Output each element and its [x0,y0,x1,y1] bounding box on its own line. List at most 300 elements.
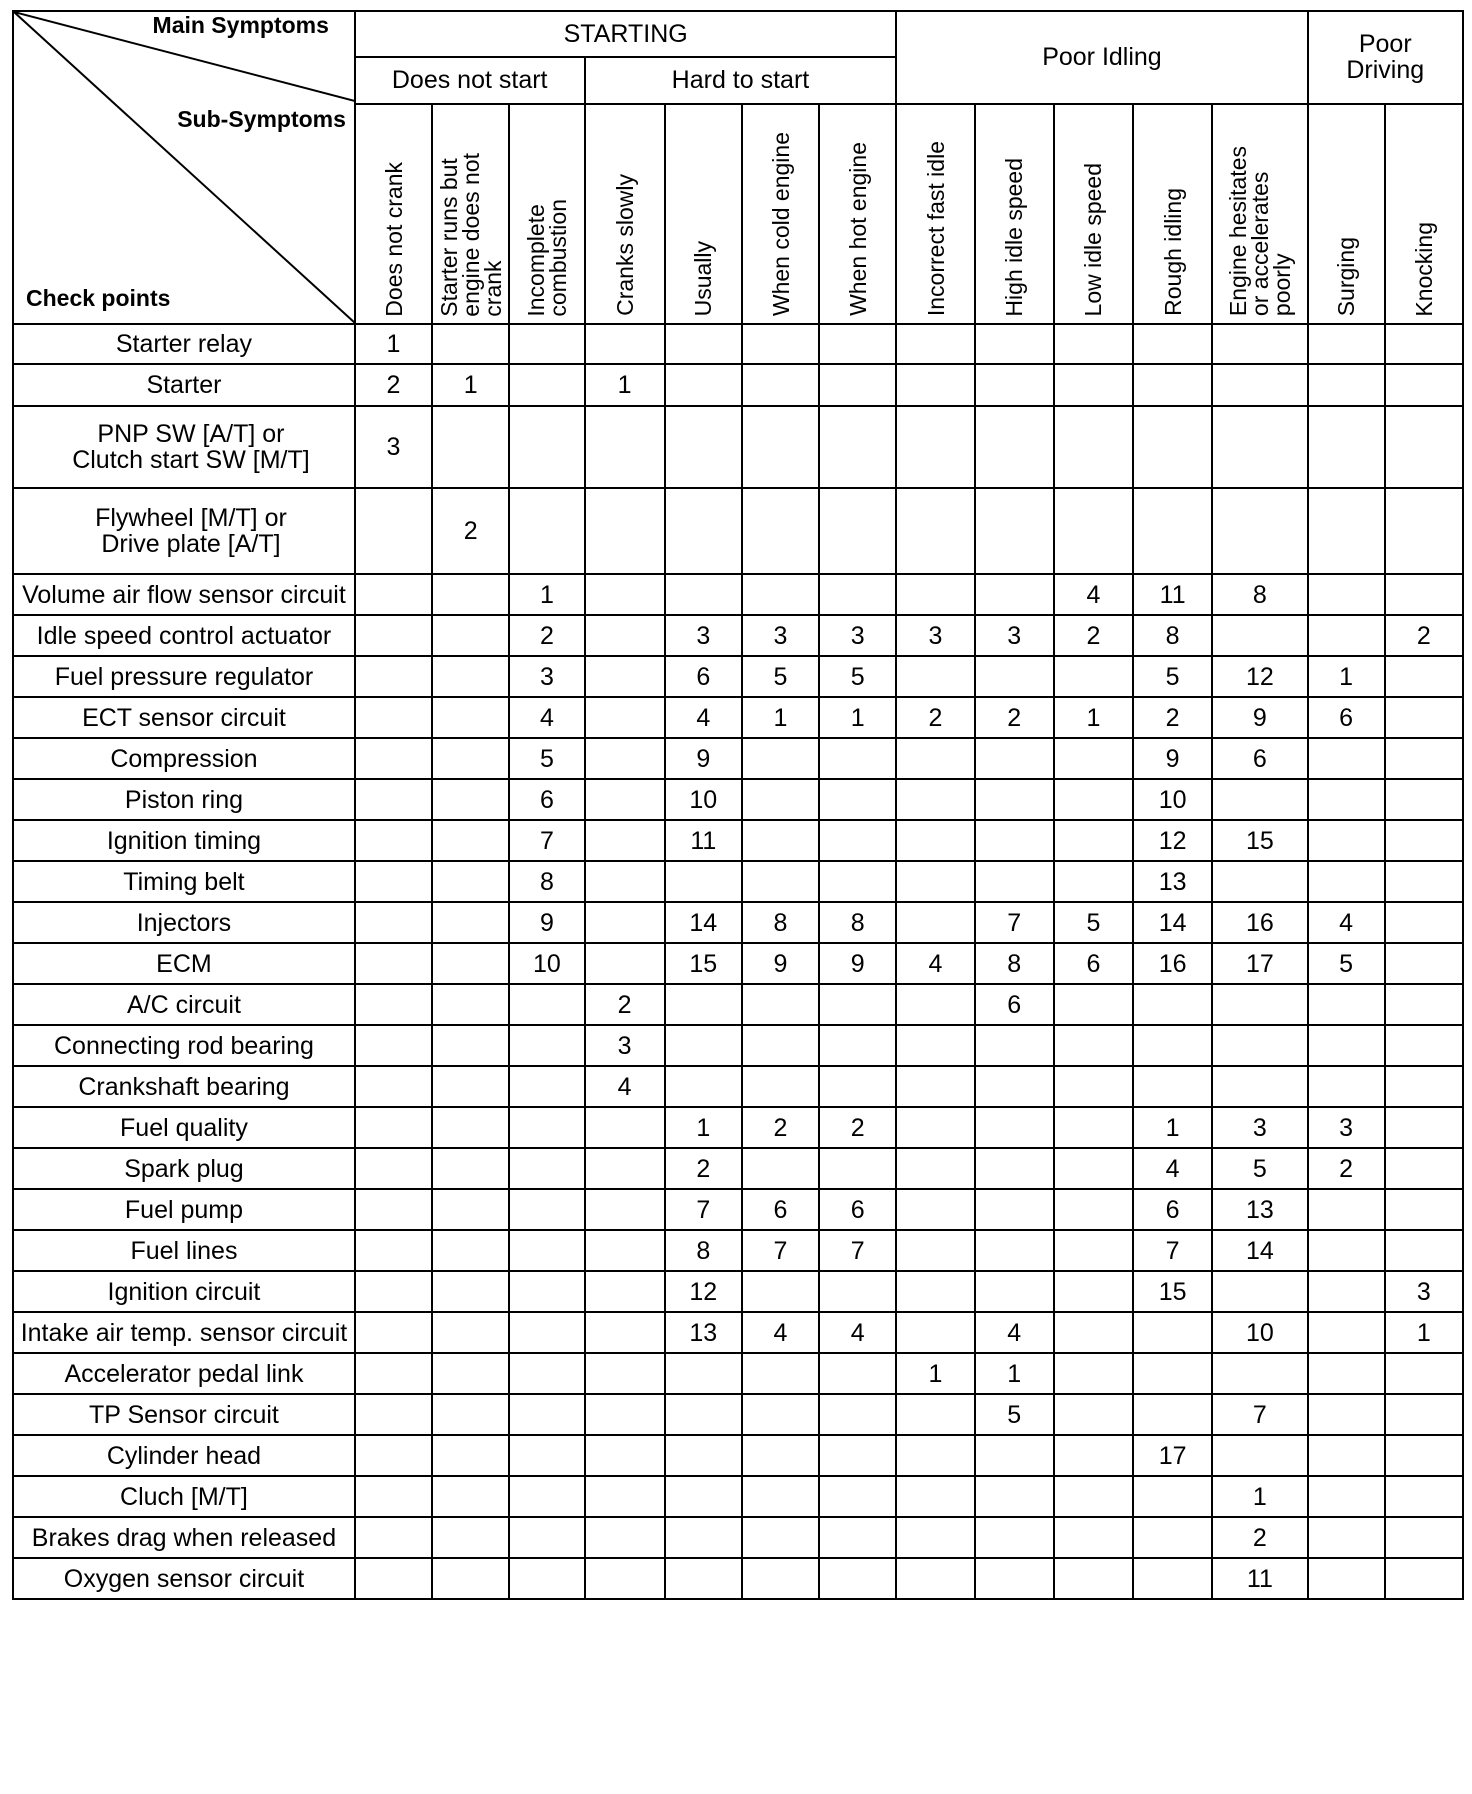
priority-cell [1308,324,1385,364]
table-row [13,1107,1463,1148]
sub-symptom-label: When hot engine [844,142,871,317]
priority-cell: 12 [665,1271,742,1312]
priority-cell: 7 [1133,1230,1212,1271]
priority-cell [585,738,665,779]
priority-cell [742,738,819,779]
priority-cell [585,1312,665,1353]
priority-cell [509,1558,584,1599]
sub-symptoms-label: Sub-Symptoms [177,106,346,132]
priority-cell [819,364,896,406]
priority-cell [1385,364,1463,406]
priority-cell [1054,1394,1133,1435]
priority-cell [896,1435,974,1476]
table-row [13,1517,1463,1558]
starting-header: STARTING [355,11,897,57]
priority-cell: 14 [1212,1230,1307,1271]
priority-cell [1385,1476,1463,1517]
priority-cell [1054,488,1133,574]
priority-cell [1133,1066,1212,1107]
priority-cell: 11 [1133,574,1212,615]
priority-cell [1308,1394,1385,1435]
priority-cell [355,1476,432,1517]
priority-cell [355,943,432,984]
priority-cell [1054,406,1133,488]
priority-cell: 13 [1212,1189,1307,1230]
priority-cell [509,488,584,574]
priority-cell: 7 [975,902,1054,943]
priority-cell [1308,1189,1385,1230]
priority-cell [355,820,432,861]
does-not-start-header: Does not start [355,57,585,103]
priority-cell: 4 [665,697,742,738]
priority-cell: 1 [665,1107,742,1148]
priority-cell [1212,1271,1307,1312]
priority-cell [1054,861,1133,902]
table-row [13,406,1463,488]
priority-cell: 1 [509,574,584,615]
priority-cell: 10 [665,779,742,820]
priority-cell [1212,1025,1307,1066]
priority-cell: 1 [975,1353,1054,1394]
check-points-label: Check points [26,285,171,311]
priority-cell [665,861,742,902]
priority-cell: 9 [742,943,819,984]
priority-cell [1308,1066,1385,1107]
priority-cell [509,1189,584,1230]
priority-cell [665,1025,742,1066]
priority-cell: 9 [1133,738,1212,779]
priority-cell [1054,324,1133,364]
priority-cell [432,1271,509,1312]
priority-cell [819,1025,896,1066]
hard-to-start-header: Hard to start [585,57,897,103]
priority-cell [975,1517,1054,1558]
table-row [13,697,1463,738]
sub-symptom-header [355,104,432,324]
priority-cell [1212,779,1307,820]
priority-cell [585,779,665,820]
priority-cell [1308,738,1385,779]
priority-cell: 4 [1054,574,1133,615]
priority-cell: 2 [509,615,584,656]
priority-cell [432,943,509,984]
priority-cell: 5 [1308,943,1385,984]
priority-cell: 2 [585,984,665,1025]
priority-cell [1133,488,1212,574]
check-point-label: Oxygen sensor circuit [13,1558,355,1599]
priority-cell: 4 [742,1312,819,1353]
priority-cell: 4 [896,943,974,984]
priority-cell [819,984,896,1025]
priority-cell [665,324,742,364]
priority-cell [819,820,896,861]
priority-cell: 1 [585,364,665,406]
priority-cell: 16 [1212,902,1307,943]
check-point-label: Ignition circuit [13,1271,355,1312]
check-point-label: Brakes drag when released [13,1517,355,1558]
priority-cell: 3 [975,615,1054,656]
table-row [13,1230,1463,1271]
priority-cell: 8 [1212,574,1307,615]
priority-cell [509,1517,584,1558]
priority-cell: 4 [509,697,584,738]
priority-cell [432,406,509,488]
priority-cell [355,1148,432,1189]
sub-symptom-label: High idle speed [1001,157,1028,317]
priority-cell [432,1435,509,1476]
priority-cell [585,820,665,861]
priority-cell: 6 [1308,697,1385,738]
priority-cell [1054,1476,1133,1517]
priority-cell: 1 [1308,656,1385,697]
priority-cell [1054,1189,1133,1230]
priority-cell [1133,1517,1212,1558]
priority-cell [1133,1353,1212,1394]
priority-cell [975,574,1054,615]
priority-cell [1308,615,1385,656]
sub-symptom-label: Rough idling [1159,188,1186,317]
priority-cell [975,1435,1054,1476]
priority-cell [896,1066,974,1107]
priority-cell [665,1353,742,1394]
priority-cell [896,656,974,697]
priority-cell [1212,324,1307,364]
priority-cell [355,861,432,902]
priority-cell [432,1189,509,1230]
priority-cell [975,406,1054,488]
sub-symptom-label: Usually [690,240,717,317]
priority-cell: 2 [1212,1517,1307,1558]
priority-cell [1054,1558,1133,1599]
priority-cell [819,324,896,364]
priority-cell [819,779,896,820]
table-row [13,943,1463,984]
priority-cell [585,1230,665,1271]
priority-cell [975,324,1054,364]
check-point-label: Intake air temp. sensor circuit [13,1312,355,1353]
priority-cell [355,615,432,656]
check-point-label: Connecting rod bearing [13,1025,355,1066]
priority-cell: 1 [1054,697,1133,738]
table-row [13,1271,1463,1312]
priority-cell: 1 [355,324,432,364]
priority-cell [742,984,819,1025]
priority-cell [1133,1025,1212,1066]
priority-cell: 4 [975,1312,1054,1353]
priority-cell [819,1353,896,1394]
priority-cell: 1 [819,697,896,738]
table-row [13,1435,1463,1476]
priority-cell [665,488,742,574]
priority-cell [665,984,742,1025]
priority-cell: 3 [1308,1107,1385,1148]
priority-cell [432,820,509,861]
priority-cell: 10 [1133,779,1212,820]
priority-cell [975,1230,1054,1271]
priority-cell [1054,738,1133,779]
priority-cell: 15 [1212,820,1307,861]
priority-cell [896,1189,974,1230]
priority-cell [432,1394,509,1435]
priority-cell [585,861,665,902]
check-point-label: Crankshaft bearing [13,1066,355,1107]
priority-cell [1212,1353,1307,1394]
priority-cell [355,1025,432,1066]
priority-cell [975,364,1054,406]
priority-cell [819,1148,896,1189]
check-point-label: A/C circuit [13,984,355,1025]
priority-cell: 6 [1054,943,1133,984]
priority-cell [585,902,665,943]
priority-cell [1054,1230,1133,1271]
priority-cell: 5 [1212,1148,1307,1189]
priority-cell: 1 [896,1353,974,1394]
priority-cell [896,1394,974,1435]
check-point-label: Accelerator pedal link [13,1353,355,1394]
priority-cell: 3 [819,615,896,656]
priority-cell [1385,656,1463,697]
priority-cell [819,1394,896,1435]
sub-symptom-header [509,104,584,324]
priority-cell [355,1189,432,1230]
priority-cell [896,324,974,364]
table-row [13,488,1463,574]
priority-cell [1308,574,1385,615]
priority-cell: 3 [1385,1271,1463,1312]
priority-cell: 10 [509,943,584,984]
priority-cell [355,984,432,1025]
priority-cell [742,820,819,861]
priority-cell [819,574,896,615]
priority-cell: 8 [509,861,584,902]
priority-cell [432,1107,509,1148]
check-point-label: PNP SW [A/T] or Clutch start SW [M/T] [13,406,355,488]
table-corner [13,11,355,324]
priority-cell [665,364,742,406]
sub-symptom-header [1133,104,1212,324]
priority-cell [975,1107,1054,1148]
sub-symptom-label: Knocking [1410,221,1437,317]
check-point-label: Fuel pressure regulator [13,656,355,697]
priority-cell [1308,984,1385,1025]
priority-cell [1385,406,1463,488]
priority-cell [742,1271,819,1312]
priority-cell [742,861,819,902]
priority-cell [1054,1312,1133,1353]
priority-cell: 7 [742,1230,819,1271]
priority-cell [355,488,432,574]
priority-cell [975,738,1054,779]
priority-cell: 5 [509,738,584,779]
troubleshooting-chart [12,10,1464,1600]
priority-cell: 15 [1133,1271,1212,1312]
priority-cell [509,1394,584,1435]
priority-cell [432,779,509,820]
priority-cell [1054,364,1133,406]
priority-cell [896,1107,974,1148]
priority-cell [355,1394,432,1435]
sub-symptom-label: Starter runs but engine does not crank [435,152,506,317]
priority-cell [1054,984,1133,1025]
priority-cell [585,1353,665,1394]
priority-cell [509,406,584,488]
priority-cell [1385,1189,1463,1230]
priority-cell [585,488,665,574]
priority-cell: 4 [819,1312,896,1353]
table-row [13,1312,1463,1353]
priority-cell: 3 [1212,1107,1307,1148]
priority-cell [1308,820,1385,861]
priority-cell [355,1517,432,1558]
check-point-label: Fuel quality [13,1107,355,1148]
priority-cell [742,1025,819,1066]
priority-cell [509,324,584,364]
priority-cell [1212,364,1307,406]
priority-cell: 1 [1133,1107,1212,1148]
priority-cell [432,656,509,697]
priority-cell [665,574,742,615]
priority-cell [1385,1025,1463,1066]
priority-cell [896,779,974,820]
sub-symptom-header [585,104,665,324]
priority-cell [432,1025,509,1066]
sub-symptom-label: Low idle speed [1080,162,1107,317]
priority-cell: 3 [355,406,432,488]
priority-cell [742,364,819,406]
priority-cell [975,1558,1054,1599]
priority-cell [1385,324,1463,364]
priority-cell: 4 [585,1066,665,1107]
check-point-label: Starter [13,364,355,406]
table-row [13,1558,1463,1599]
table-row [13,574,1463,615]
check-point-label: ECT sensor circuit [13,697,355,738]
priority-cell [1385,902,1463,943]
table-row [13,656,1463,697]
priority-cell [896,1271,974,1312]
priority-cell [585,615,665,656]
priority-cell [355,1271,432,1312]
priority-cell: 2 [1385,615,1463,656]
priority-cell [1308,364,1385,406]
priority-cell [1308,1025,1385,1066]
poor-idling-header: Poor Idling [896,11,1307,104]
priority-cell [1385,861,1463,902]
priority-cell [1308,1271,1385,1312]
check-point-label: Cylinder head [13,1435,355,1476]
priority-cell [896,902,974,943]
priority-cell [1133,984,1212,1025]
priority-cell [665,1558,742,1599]
priority-cell [1212,984,1307,1025]
priority-cell [665,1394,742,1435]
priority-cell: 14 [1133,902,1212,943]
priority-cell [509,1312,584,1353]
priority-cell: 6 [1133,1189,1212,1230]
priority-cell [1054,1353,1133,1394]
priority-cell [1054,656,1133,697]
priority-cell [509,1107,584,1148]
priority-cell [432,1353,509,1394]
priority-cell: 9 [819,943,896,984]
check-point-label: Spark plug [13,1148,355,1189]
priority-cell: 2 [742,1107,819,1148]
priority-cell [432,1066,509,1107]
priority-cell: 9 [509,902,584,943]
priority-cell: 8 [1133,615,1212,656]
table-row [13,324,1463,364]
sub-symptom-header [1385,104,1463,324]
priority-cell [1308,1312,1385,1353]
priority-cell: 17 [1133,1435,1212,1476]
sub-symptom-header [742,104,819,324]
priority-cell [896,820,974,861]
priority-cell [432,1558,509,1599]
check-point-label: Idle speed control actuator [13,615,355,656]
sub-symptom-header [432,104,509,324]
check-point-label: Injectors [13,902,355,943]
priority-cell [1054,1271,1133,1312]
priority-cell [355,656,432,697]
priority-cell [975,861,1054,902]
priority-cell [975,1189,1054,1230]
table-row [13,364,1463,406]
priority-cell [585,1476,665,1517]
priority-cell: 10 [1212,1312,1307,1353]
priority-cell: 3 [509,656,584,697]
priority-cell [819,861,896,902]
priority-cell [1385,1148,1463,1189]
priority-cell [896,1517,974,1558]
priority-cell [665,1066,742,1107]
priority-cell [896,1558,974,1599]
priority-cell [819,1517,896,1558]
priority-cell [819,406,896,488]
sub-symptom-header [665,104,742,324]
priority-cell: 4 [1308,902,1385,943]
priority-cell [1308,488,1385,574]
check-point-label: Fuel lines [13,1230,355,1271]
priority-cell [355,1312,432,1353]
priority-cell [975,820,1054,861]
priority-cell: 7 [509,820,584,861]
priority-cell [742,406,819,488]
main-symptoms-label: Main Symptoms [152,12,329,38]
priority-cell [1385,488,1463,574]
priority-cell [975,1271,1054,1312]
check-point-label: Volume air flow sensor circuit [13,574,355,615]
priority-cell [1308,1517,1385,1558]
priority-cell [1054,820,1133,861]
priority-cell [1308,1353,1385,1394]
table-row [13,1353,1463,1394]
priority-cell: 7 [665,1189,742,1230]
table-row [13,1066,1463,1107]
priority-cell [896,1025,974,1066]
priority-cell [1212,488,1307,574]
corner-diagonal-lines [14,12,355,323]
priority-cell [742,574,819,615]
priority-cell [1308,779,1385,820]
priority-cell [1385,738,1463,779]
check-point-label: Fuel pump [13,1189,355,1230]
priority-cell [1385,984,1463,1025]
table-row [13,738,1463,779]
priority-cell [509,1435,584,1476]
sub-symptom-label: Cranks slowly [611,174,638,317]
priority-cell [509,1066,584,1107]
priority-cell: 8 [975,943,1054,984]
